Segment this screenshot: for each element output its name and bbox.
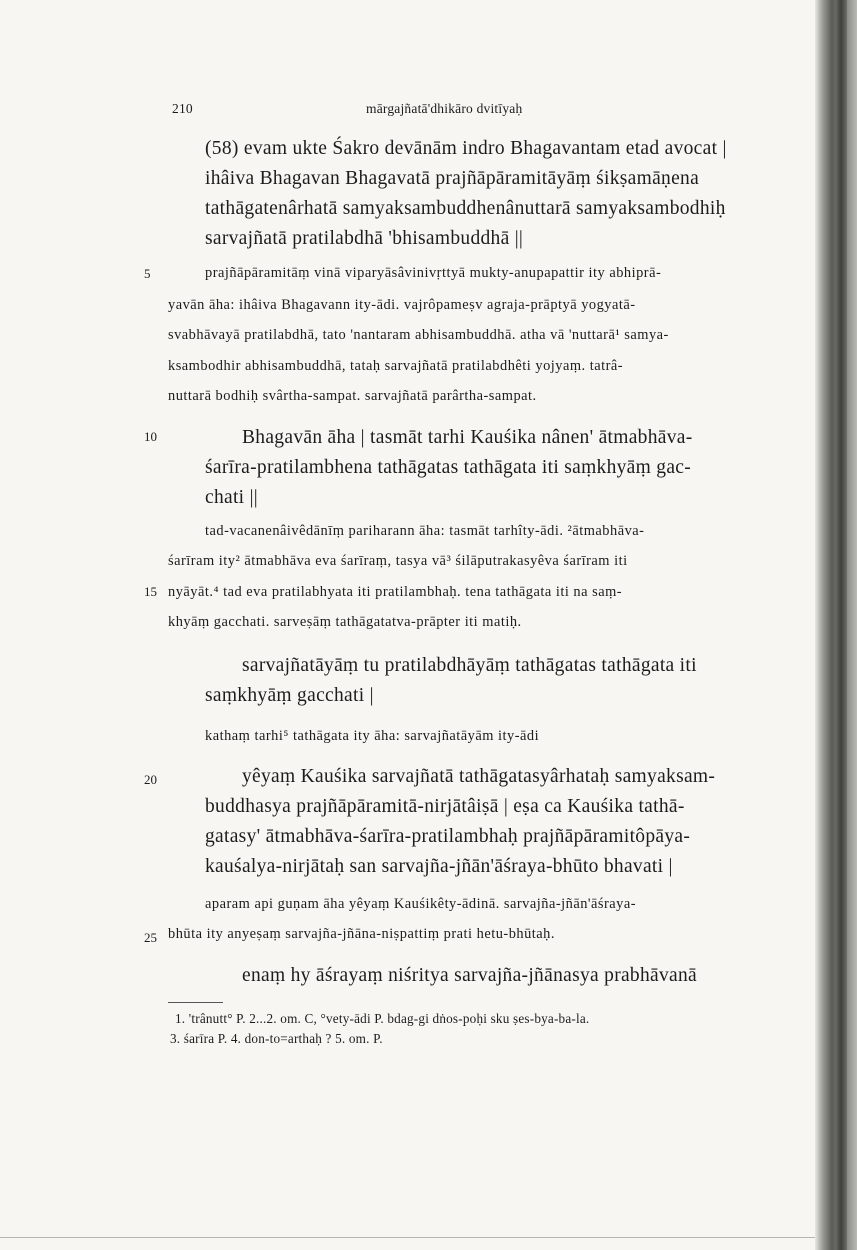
commentary-line: aparam api guṇam āha yêyaṃ Kauśikêty-ādinā. sarvajña-jñān'āśraya- (205, 896, 637, 912)
verse-line: ihâiva Bhagavan Bhagavatā prajñāpāramitāyāṃ śikṣamāṇena (205, 168, 700, 189)
commentary-line: bhūta ity anyeṣaṃ sarvajña-jñāna-niṣpattiṃ prati hetu-bhūtaḥ. (168, 926, 555, 942)
footnote-line: 1. 'trânutt° P. 2...2. om. C, °vety-ādi P. bdag-gi dṅos-poḥi sku ṣes-bya-ba-la. (175, 1011, 590, 1026)
line-number-20: 20 (144, 772, 157, 787)
commentary-line: śarīram ity² ātmabhāva eva śarīraṃ, tasya vā³ śilāputrakasyêva śarīram iti (168, 553, 628, 569)
verse-line: chati || (205, 487, 258, 508)
commentary-line: nyāyāt.⁴ tad eva pratilabhyata iti pratilambhaḥ. tena tathāgata iti na saṃ- (168, 584, 623, 600)
commentary-line: kathaṃ tarhi⁵ tathāgata ity āha: sarvajñatāyām ity-ādi (205, 728, 540, 744)
verse-line: tathāgatenârhatā samyaksambuddhenânuttarā samyaksambodhiḥ (205, 198, 726, 219)
verse-line: kauśalya-nirjātaḥ san sarvajña-jñān'āśraya-bhūto bhavati | (205, 856, 673, 877)
verse-line: śarīra-pratilambhena tathāgatas tathāgata iti saṃkhyāṃ gac- (205, 457, 692, 478)
verse-line: Bhagavān āha | tasmāt tarhi Kauśika nânen' ātmabhāva- (242, 427, 693, 448)
commentary-line: yavān āha: ihâiva Bhagavann ity-ādi. vajrôpameṣv agraja-prāptyā yogyatā- (168, 297, 636, 313)
page-number: 210 (172, 101, 193, 116)
verse-line: sarvajñatāyāṃ tu pratilabdhāyāṃ tathāgatas tathāgata iti (242, 655, 697, 676)
verse-line: saṃkhyāṃ gacchati | (205, 685, 374, 706)
footnote-rule (168, 1002, 223, 1003)
line-number-5: 5 (144, 266, 151, 281)
line-number-25: 25 (144, 930, 157, 945)
page-bottom-edge (0, 1237, 815, 1238)
binding-edge (835, 0, 847, 1250)
verse-line: enaṃ hy āśrayaṃ niśritya sarvajña-jñānasya prabhāvanā (242, 965, 698, 986)
commentary-line: ksambodhir abhisambuddhā, tataḥ sarvajñatā pratilabdhêti yojyaṃ. tatrâ- (168, 358, 624, 374)
verse-line: yêyaṃ Kauśika sarvajñatā tathāgatasyârhataḥ samyaksam- (242, 766, 716, 787)
verse-line: gatasy' ātmabhāva-śarīra-pratilambhaḥ prajñāpāramitôpāya- (205, 826, 691, 847)
footnote-line: 3. śarīra P. 4. don-to=arthaḥ ? 5. om. P. (170, 1031, 383, 1046)
running-title: mārgajñatā'dhikāro dvitīyaḥ (366, 101, 523, 116)
commentary-line: prajñāpāramitāṃ vinā viparyāsâvinivṛttyā mukty-anupapattir ity abhiprā- (205, 265, 662, 281)
commentary-line: tad-vacanenâivêdānīṃ pariharann āha: tasmāt tarhîty-ādi. ²ātmabhāva- (205, 523, 645, 539)
line-number-10: 10 (144, 429, 157, 444)
commentary-line: nuttarā bodhiḥ svârtha-sampat. sarvajñatā parârtha-sampat. (168, 388, 537, 404)
verse-line: sarvajñatā pratilabdhā 'bhisambuddhā || (205, 228, 524, 249)
commentary-line: khyāṃ gacchati. sarveṣāṃ tathāgatatva-prāpter iti matiḥ. (168, 614, 522, 630)
verse-line: buddhasya prajñāpāramitā-nirjātâiṣā | eṣa ca Kauśika tathā- (205, 796, 685, 817)
verse-line: (58) evam ukte Śakro devānām indro Bhagavantam etad avocat | (205, 138, 727, 159)
line-number-15: 15 (144, 584, 157, 599)
commentary-line: svabhāvayā pratilabdhā, tato 'nantaram abhisambuddhā. atha vā 'nuttarā¹ samya- (168, 327, 669, 343)
